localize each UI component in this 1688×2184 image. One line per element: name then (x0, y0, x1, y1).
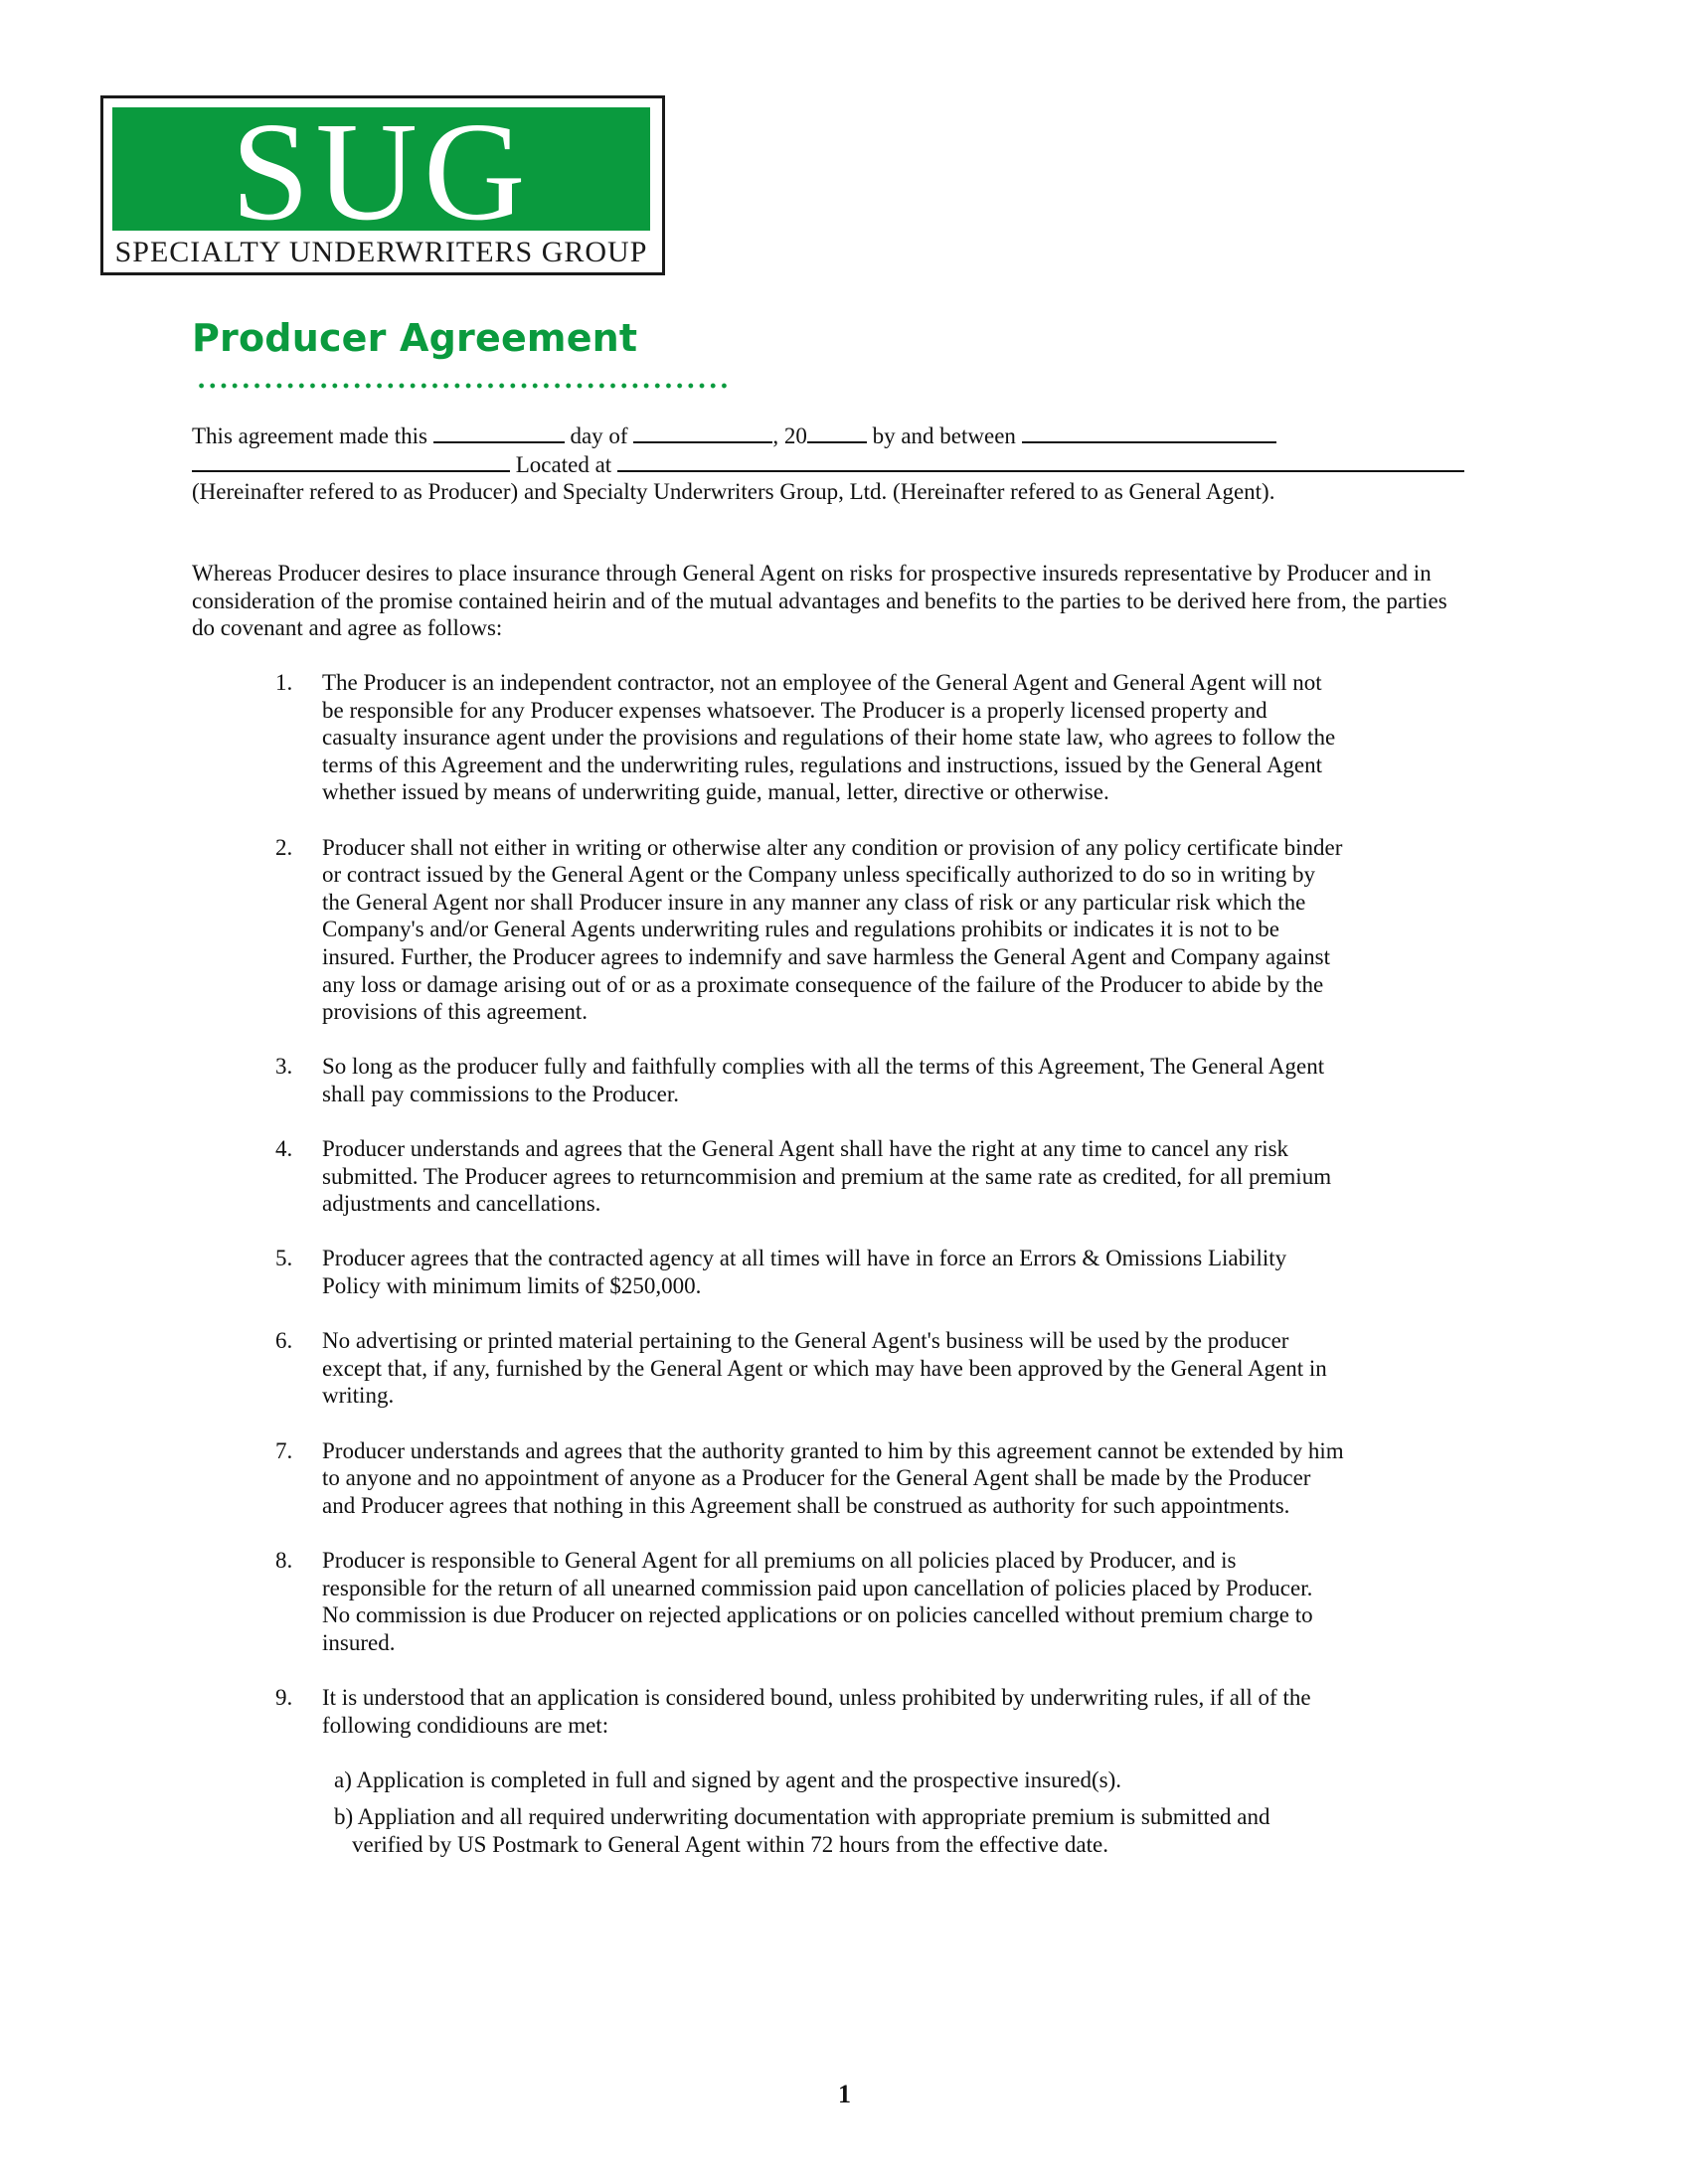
term-text: It is understood that an application is considered bound, unless prohibited by underwriting rules, if all of the following condidiouns are met: (322, 1684, 1311, 1738)
condition-item: a) Application is completed in full and signed by agent and the prospective insured(s). (334, 1766, 1122, 1792)
document-title: Producer Agreement (192, 316, 638, 360)
term-text: Producer understands and agrees that the authority granted to him by this agreement cannot be extended by him to anyone and no appointment of anyone as a Producer for the General Agent shall be made by the Producer and Producer agrees that nothing in this Agreement shall be construed as authority for such appointments. (322, 1437, 1344, 1518)
term-item (192, 1327, 1345, 1410)
intro-text-1: This agreement made this (192, 423, 427, 448)
term-text: Producer is responsible to General Agent for all premiums on all policies placed by Producer, and is responsible for the return of all unearned commission paid upon cancellation of policies placed by Producer. No commission is due Producer on rejected applications or on policies cancelled without premium charge to insured. (322, 1548, 1313, 1655)
term-item (192, 1437, 1345, 1520)
term-item (192, 834, 1345, 1026)
term-text: No advertising or printed material pertaining to the General Agent's business will be used by the producer except that, if any, furnished by the General Agent or which may have been approved by the General Agent in writing. (322, 1328, 1327, 1409)
term-number: 7. (275, 1437, 293, 1463)
condition-item: b) Appliation and all required underwriting documentation with appropriate premium is submitted and verified by US Postmark to General Agent within 72 hours from the effective date. (334, 1804, 1270, 1857)
term-number: 5. (275, 1246, 293, 1271)
term-number: 9. (275, 1684, 293, 1710)
intro-text-3: , 20 (772, 423, 807, 448)
whereas-paragraph: Whereas Producer desires to place insurance through General Agent on risks for prospective insureds representative by Producer and in consideration of the promise contained heirin and of the mutual advantages and benefits to the parties to be derived here from, the parties do covenant and agree as follows: (192, 561, 1447, 641)
term-item (192, 1053, 1345, 1107)
producer-name-blank-2[interactable] (192, 450, 510, 472)
term-number: 1. (275, 670, 293, 695)
term-text: So long as the producer fully and faithfully complies with all the terms of this Agreement, The General Agent shall pay commissions to the Producer. (322, 1054, 1325, 1106)
location-blank[interactable] (617, 450, 1464, 472)
day-blank[interactable] (433, 421, 565, 443)
intro-text-5: Located at (515, 451, 612, 477)
term-number: 8. (275, 1548, 293, 1573)
producer-name-blank[interactable] (1022, 421, 1276, 443)
term-item (192, 1245, 1345, 1299)
term-number: 2. (275, 834, 293, 860)
intro-paragraph (192, 421, 1474, 506)
term-text: Producer shall not either in writing or otherwise alter any condition or provision of any policy certificate binder or contract issued by the General Agent or the Company unless specifically authorized to do so in writing by the General Agent nor shall Producer insure in any manner any class of risk or any particular risk which the Company's and/or General Agents underwriting rules and regulations prohibits or indicates it is not to be insured. Further, the Producer agrees to indemnify and save harmless the General Agent and Company against any loss or damage arising out of or as a proximate consequence of the failure of the Producer to abide by the provisions of this agreement. (322, 834, 1343, 1025)
page-number: 1 (838, 2080, 851, 2108)
logo-subtitle: SPECIALTY UNDERWRITERS GROUP (114, 236, 648, 268)
year-blank[interactable] (807, 421, 867, 443)
intro-text-2: day of (570, 423, 628, 448)
term-text: Producer understands and agrees that the General Agent shall have the right at any time to cancel any risk submitted. The Producer agrees to returncommision and premium at the same rate as credited, for all premium adjustments and cancellations. (322, 1136, 1332, 1217)
term-item (192, 1547, 1345, 1656)
logo-letters: SUG (231, 92, 532, 250)
title-dotted-rule (196, 383, 729, 389)
intro-text-6: (Hereinafter refered to as Producer) and Specialty Underwriters Group, Ltd. (Hereinafter refered to as General Agent). (192, 479, 1275, 505)
term-item (192, 1684, 1345, 1859)
intro-text-4: by and between (872, 423, 1016, 448)
term-text: Producer agrees that the contracted agency at all times will have in force an Errors & Omissions Liability Policy with minimum limits of $250,000. (322, 1246, 1287, 1299)
term-item (192, 1135, 1345, 1218)
logo-green-panel (112, 92, 650, 250)
term-text: The Producer is an independent contractor, not an employee of the General Agent and General Agent will not be responsible for any Producer expenses whatsoever. The Producer is a properly licensed property and casualty insurance agent under the provisions and regulations of their home state law, who agrees to follow the terms of this Agreement and the underwriting rules, regulations and instructions, issued by the General Agent whether issued by means of underwriting guide, manual, letter, directive or otherwise. (322, 670, 1336, 805)
agreement-terms-list (192, 669, 1345, 1886)
term-number: 4. (275, 1136, 293, 1162)
term-number: 3. (275, 1054, 293, 1080)
month-blank[interactable] (633, 421, 772, 443)
binding-conditions (322, 1766, 1345, 1859)
term-item (192, 669, 1345, 806)
term-number: 6. (275, 1328, 293, 1354)
company-logo (100, 92, 665, 275)
